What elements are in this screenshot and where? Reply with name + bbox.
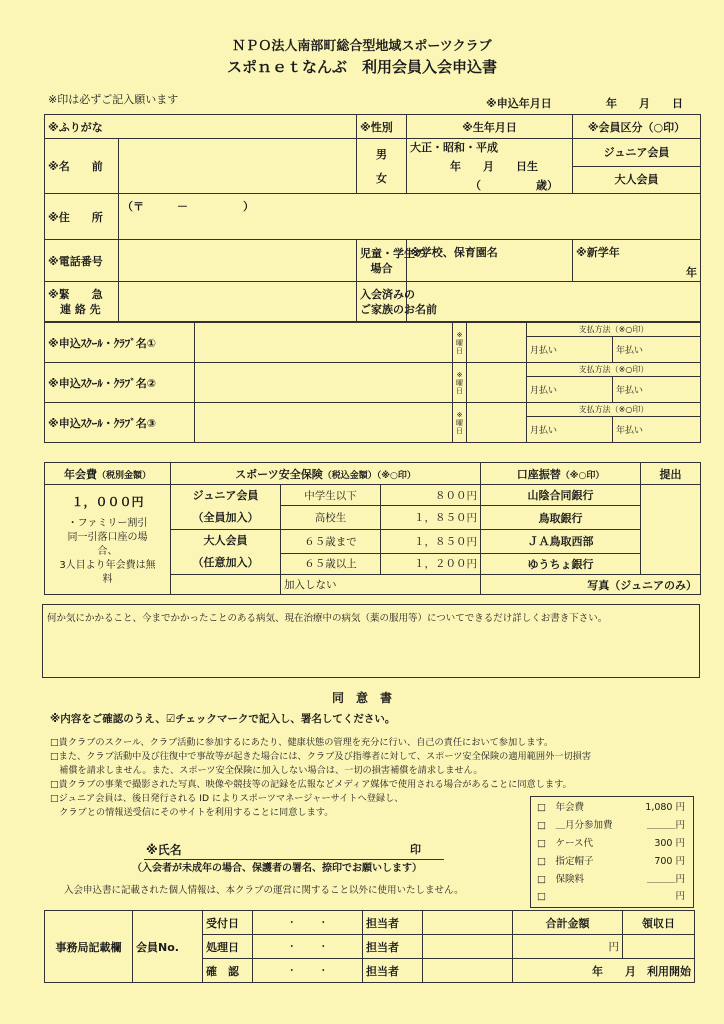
school-label-2: ※申込ｽｸｰﾙ・ｸﾗﾌﾞ名②: [45, 363, 195, 403]
no-join-option[interactable]: 加入しない: [281, 575, 481, 595]
family-label: [357, 282, 438, 322]
bank-title: 口座振替: [516, 467, 561, 481]
emergency-field[interactable]: [119, 282, 357, 322]
insurance-amount-3[interactable]: １，８５０円: [381, 530, 481, 554]
pay-method-label-3: 支払方法（※○印）: [527, 403, 701, 417]
annual-note-1: ・ファミリー割引: [67, 518, 148, 529]
annual-fee-sub: （税別金額）: [96, 470, 151, 481]
address-field[interactable]: （〒 － ）: [119, 194, 701, 240]
signature-label: ※氏名: [146, 843, 182, 857]
birth-label: ※生年月日: [407, 115, 573, 139]
annual-note-3: 合、: [97, 546, 118, 557]
bank-option-3[interactable]: ＪＡ鳥取西部: [481, 530, 641, 554]
fee-item-5-label[interactable]: □ 保険料: [537, 874, 584, 885]
family-label-2: ご家族のお名前: [360, 302, 438, 316]
insurance-amount-4[interactable]: １，２００円: [381, 553, 481, 574]
monthly-option-2[interactable]: 月払い: [527, 377, 613, 403]
gender-label: ※性別: [357, 115, 407, 139]
fee-item-2-label[interactable]: □ ＿月分参加費: [537, 820, 613, 831]
pay-method-label-1: 支払方法（※○印）: [527, 323, 701, 337]
annual-fee-header: [45, 463, 171, 485]
bank-option-4[interactable]: ゆうちょ銀行: [481, 553, 641, 574]
member-no-label: 会員No.: [133, 911, 203, 983]
adult-member-sub: （任意加入）: [192, 556, 259, 569]
insurance-amount-1[interactable]: ８００円: [381, 485, 481, 506]
insurance-amount-2[interactable]: １，８５０円: [381, 506, 481, 530]
student-label-1: 児童・学生の: [360, 246, 427, 260]
member-junior[interactable]: ジュニア会員: [573, 140, 700, 167]
confirmed-label: 確 認: [203, 959, 253, 983]
consent-item-4b: クラブとの情報送受信にそのサイトを利用することに同意します。: [50, 807, 334, 818]
bank-option-2[interactable]: 鳥取銀行: [481, 506, 641, 530]
fee-item-6-label[interactable]: □: [537, 891, 546, 902]
student-label: [357, 240, 427, 282]
weekday-field-1[interactable]: [467, 323, 527, 363]
insurance-label-1: 中学生以下: [281, 485, 381, 506]
annual-fee-amount: １，０００円: [71, 495, 144, 509]
member-type-label: ※会員区分（○印）: [573, 115, 701, 139]
signature-line[interactable]: [144, 859, 444, 860]
insurance-label-3: ６５歳まで: [281, 530, 381, 554]
weekday-label-2: ※ 曜 日: [453, 363, 467, 403]
member-type-field[interactable]: [573, 139, 701, 194]
fee-item-5-amount: ＿＿＿円: [646, 874, 685, 885]
fee-item-4-label[interactable]: □ 指定帽子: [537, 856, 594, 867]
weekday-field-2[interactable]: [467, 363, 527, 403]
monthly-option-1[interactable]: 月払い: [527, 337, 613, 363]
school-field[interactable]: ※学校、保育園名: [407, 240, 573, 282]
fee-item-3-label[interactable]: □ ケース代: [537, 838, 594, 849]
annual-fee-title: 年会費: [63, 467, 97, 481]
office-label: 事務局記載欄: [45, 911, 133, 983]
fee-item-1-amount: 1,080 円: [645, 802, 685, 813]
bank-option-1[interactable]: 山陰合同銀行: [481, 485, 641, 506]
fee-item-2-amount: ＿＿＿円: [646, 820, 685, 831]
address-label: ※住 所: [45, 194, 119, 240]
emergency-label-1: ※緊 急: [48, 287, 103, 301]
received-label: 受付日: [203, 911, 253, 935]
apply-date-label: ※申込年月日: [486, 97, 552, 110]
student-label-2: 場合: [370, 261, 393, 275]
bank-sub: （※○印）: [560, 470, 605, 481]
weekday-label-1: ※ 曜 日: [453, 323, 467, 363]
yearly-option-2[interactable]: 年払い: [613, 377, 701, 403]
consent-item-2[interactable]: □また、クラブ活動中及び往復中で事故等が起きた場合には、クラブ及び指導者に対して、スポーツ安全保険の適用範囲外一切損害: [50, 751, 592, 762]
birth-eras: 大正・昭和・平成: [410, 141, 499, 154]
phone-label: ※電話番号: [45, 240, 119, 282]
school-table: [44, 322, 701, 443]
start-field[interactable]: 年 月 利用開始: [513, 959, 695, 983]
yearly-option-1[interactable]: 年払い: [613, 337, 701, 363]
insurance-sub: （税込金額）（※○印）: [322, 470, 416, 481]
staff-label-1: 担当者: [363, 911, 423, 935]
emergency-label-2: 連 絡 先: [60, 302, 101, 316]
phone-field[interactable]: [119, 240, 357, 282]
school-field-1[interactable]: [195, 323, 453, 363]
junior-member-sub: （全員加入）: [192, 511, 259, 524]
health-box[interactable]: [42, 604, 700, 678]
insurance-label-2: 高校生: [281, 506, 381, 530]
required-note: ※印は必ずご記入願います: [48, 93, 179, 106]
birth-units: 年 月 日生: [450, 160, 539, 173]
adult-member-cell: [171, 530, 281, 575]
annual-fee-cell: [45, 485, 171, 595]
name-label: ※名 前: [45, 139, 119, 194]
name-field[interactable]: [119, 139, 357, 194]
annual-note-5: 料: [102, 574, 113, 585]
yearly-option-3[interactable]: 年払い: [613, 417, 701, 443]
family-field[interactable]: [407, 282, 701, 322]
receipt-field[interactable]: [623, 935, 695, 959]
monthly-option-3[interactable]: 月払い: [527, 417, 613, 443]
processed-date[interactable]: ・ ・: [253, 935, 363, 959]
fees-table: [44, 462, 701, 595]
fee-item-4-amount: 700 円: [654, 856, 685, 867]
grade-label: ※新学年: [576, 246, 620, 259]
staff-label-3: 担当者: [363, 959, 423, 983]
school-label-3: ※申込ｽｸｰﾙ・ｸﾗﾌﾞ名③: [45, 403, 195, 443]
school-label-1: ※申込ｽｸｰﾙ・ｸﾗﾌﾞ名①: [45, 323, 195, 363]
privacy-note: 入会申込書に記載された個人情報は、本クラブの運営に関すること以外に使用いたしません。: [64, 885, 464, 896]
received-date[interactable]: ・ ・: [253, 911, 363, 935]
fee-item-6-amount: 円: [675, 891, 685, 902]
grade-field[interactable]: [573, 240, 701, 282]
staff-field-1[interactable]: [423, 911, 513, 935]
junior-member-label: ジュニア会員: [192, 489, 259, 502]
health-text: 何か気にかかること、今までかかったことのある病気、現在治療中の病気（薬の服用等）についてできるだけ詳しくお書き下さい。: [47, 613, 608, 624]
staff-field-3[interactable]: [423, 959, 513, 983]
junior-member-cell: [171, 485, 281, 530]
office-table: [44, 910, 695, 983]
confirmed-date[interactable]: ・ ・: [253, 959, 363, 983]
receipt-label: 領収日: [623, 911, 695, 935]
consent-intro: ※内容をご確認のうえ、☑チェックマークで記入し、署名してください。: [50, 713, 396, 725]
consent-item-2b: 補償を請求しません。また、スポーツ安全保険に加入しない場合は、一切の損害補償を請求しません。: [50, 765, 483, 776]
furigana-field[interactable]: ※ふりがな: [45, 115, 357, 139]
seal-mark: 印: [410, 843, 421, 856]
personal-info-table: [44, 114, 701, 322]
submit-header: 提出: [641, 463, 701, 485]
age-field: （ 歳）: [470, 179, 559, 192]
consent-title: 同 意 書: [331, 691, 392, 705]
fee-checklist: [530, 796, 694, 908]
staff-label-2: 担当者: [363, 935, 423, 959]
form-title: スポｎｅｔなんぶ 利用会員入会申込書: [226, 58, 497, 76]
gender-male[interactable]: 男: [376, 148, 388, 161]
gender-field[interactable]: [357, 139, 407, 194]
adult-member-label: 大人会員: [203, 534, 248, 547]
consent-item-1[interactable]: □貴クラブのスクール、クラブ活動に参加するにあたり、健康状態の管理を充分に行い、自己の責任において参加します。: [50, 737, 554, 748]
emergency-label: [45, 282, 119, 322]
annual-note-4: 3人目より年会費は無: [59, 560, 156, 571]
apply-date-field[interactable]: 年 月 日: [606, 97, 683, 110]
annual-note-2: 同一引落口座の場: [67, 532, 148, 543]
grade-unit: 年: [686, 266, 698, 279]
family-label-1: 入会済みの: [360, 287, 416, 301]
birth-field[interactable]: [407, 139, 573, 194]
insurance-title: スポーツ安全保険: [235, 467, 323, 481]
member-adult[interactable]: 大人会員: [614, 172, 659, 186]
weekday-field-3[interactable]: [467, 403, 527, 443]
total-field[interactable]: 円: [513, 935, 623, 959]
school-field-3[interactable]: [195, 403, 453, 443]
consent-item-3[interactable]: □貴クラブの事業で撮影された写真、映像や競技等の記録を広報などメディア媒体で使用される場合があることに同意します。: [50, 779, 572, 790]
processed-label: 処理日: [203, 935, 253, 959]
pay-method-label-2: 支払方法（※○印）: [527, 363, 701, 377]
org-title: ＮＰＯ法人南部町総合型地域スポーツクラブ: [232, 39, 492, 54]
fee-item-3-amount: 300 円: [654, 838, 685, 849]
gender-female[interactable]: 女: [376, 172, 388, 185]
weekday-label-3: ※ 曜 日: [453, 403, 467, 443]
school-field-2[interactable]: [195, 363, 453, 403]
total-label: 合計金額: [513, 911, 623, 935]
consent-item-4[interactable]: □ジュニア会員は、後日発行される ID によりスポーツマネージャーサイトへ登録し、: [50, 793, 404, 804]
fee-item-1-label[interactable]: □ 年会費: [537, 802, 584, 813]
no-join-spacer: [171, 575, 281, 595]
staff-field-2[interactable]: [423, 935, 513, 959]
photo-label: 写真（ジュニアのみ）: [481, 575, 701, 595]
insurance-label-4: ６５歳以上: [281, 553, 381, 574]
submit-field[interactable]: [641, 485, 701, 575]
insurance-header: [171, 463, 481, 485]
bank-header: [481, 463, 641, 485]
signature-note: （入会者が未成年の場合、保護者の署名、捺印でお願いします）: [132, 863, 422, 874]
